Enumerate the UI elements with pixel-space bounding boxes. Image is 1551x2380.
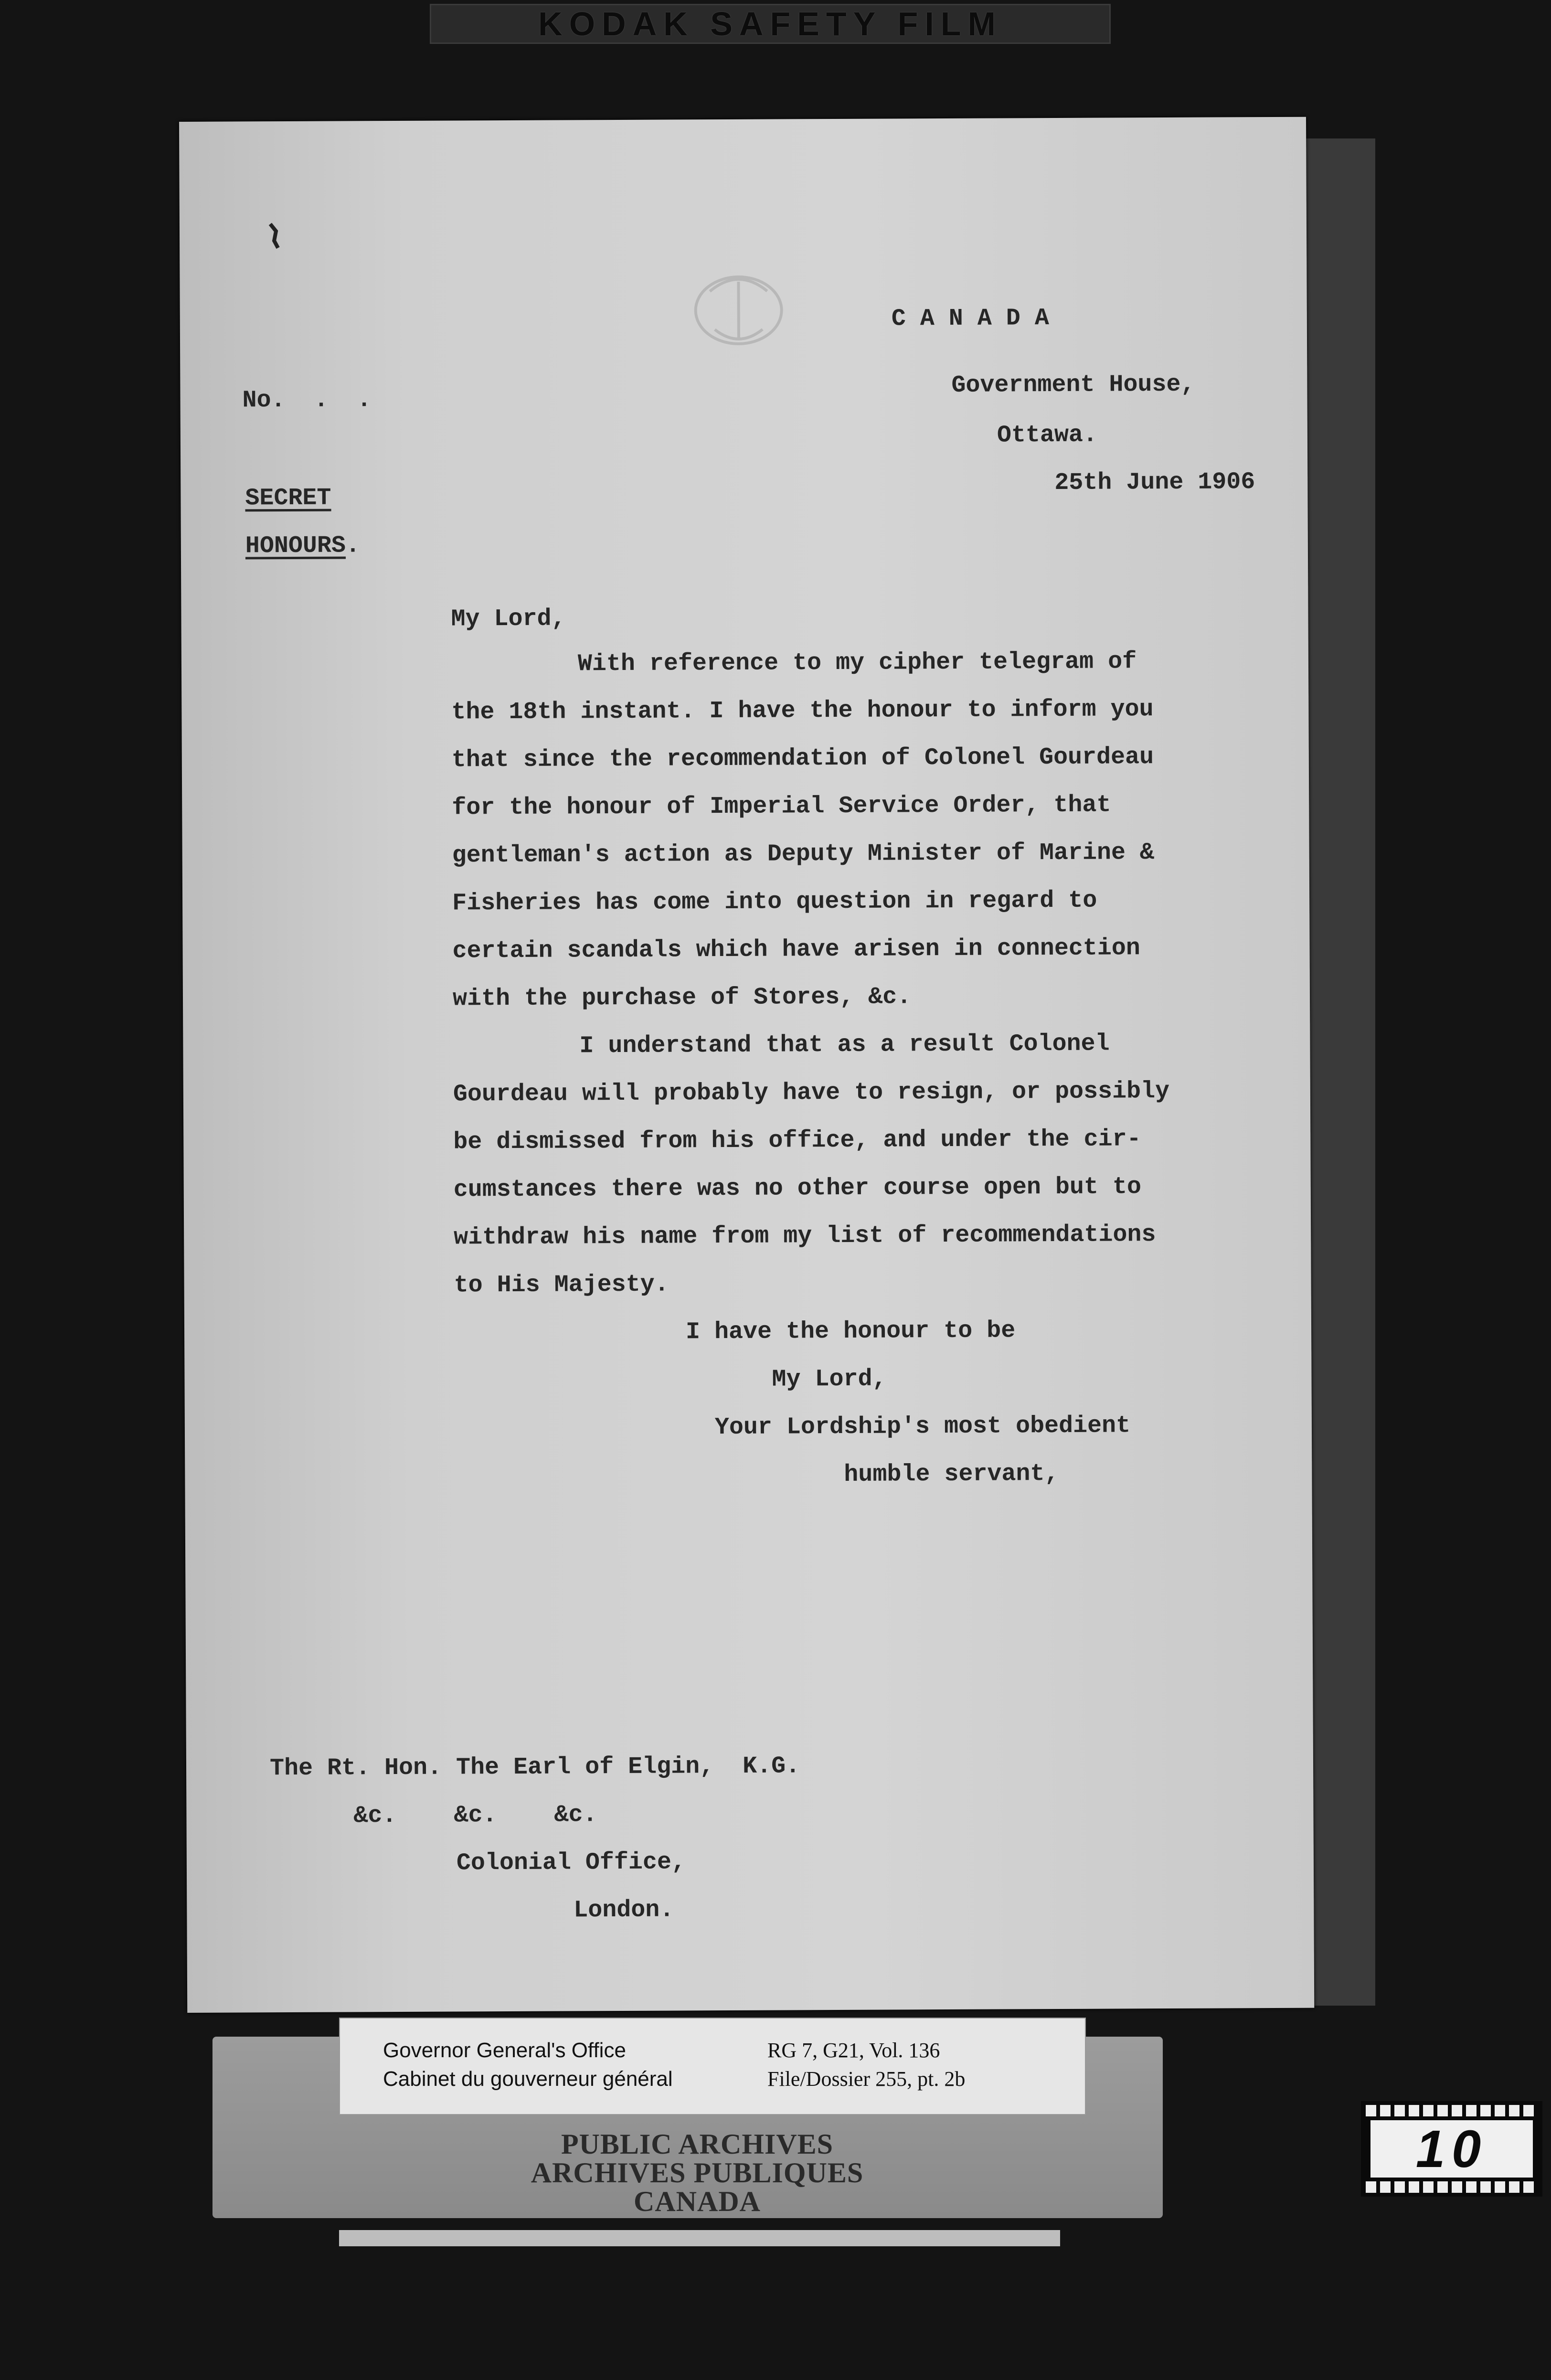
body-line: certain scandals which have arisen in connection <box>452 935 1140 965</box>
body-line: cumstances there was no other course open but to <box>453 1173 1142 1204</box>
body-line: that since the recommendation of Colonel Gourdeau <box>451 744 1154 774</box>
classification-honours-word: HONOURS <box>245 532 346 560</box>
frame-number: 10 <box>1370 2120 1533 2178</box>
addressee-etc: &c. &c. &c. <box>353 1801 597 1830</box>
body-line: be dismissed from his office, and under the cir- <box>453 1126 1141 1156</box>
closing-line: My Lord, <box>772 1365 887 1393</box>
stamp-line-1: PUBLIC ARCHIVES <box>561 2128 834 2160</box>
addressee-office: Colonial Office, <box>456 1849 686 1877</box>
classification-honours-suffix: . <box>345 532 361 560</box>
address-line-1: Government House, <box>951 371 1195 399</box>
closing-line: I have the honour to be <box>685 1317 1016 1346</box>
body-line: to His Majesty. <box>454 1271 669 1299</box>
film-edge-marking <box>430 4 1111 44</box>
letterhead-country: C A N A D A <box>891 305 1049 333</box>
body-line: With reference to my cipher telegram of <box>577 648 1137 678</box>
archive-stamp <box>334 2115 1060 2230</box>
archive-label <box>339 2018 1086 2115</box>
film-edge-text: KODAK SAFETY FILM <box>538 5 1002 42</box>
letter-page <box>179 117 1314 2013</box>
file-ref: File/Dossier 255, pt. 2b <box>767 2067 966 2091</box>
addressee-name: The Rt. Hon. The Earl of Elgin, K.G. <box>269 1753 800 1783</box>
closing-line: Your Lordship's most obedient <box>714 1412 1131 1442</box>
reference-number: No. . . <box>242 386 372 414</box>
stamp-line-3: CANADA <box>634 2186 761 2217</box>
frame-perforation-top <box>1366 2105 1538 2116</box>
ink-mark-icon <box>266 222 280 250</box>
body-line: with the purchase of Stores, &c. <box>452 983 912 1013</box>
body-line: I understand that as a result Colonel <box>579 1030 1110 1060</box>
classification-honours <box>245 534 360 558</box>
body-line: withdraw his name from my list of recommendations <box>454 1221 1156 1252</box>
letter-date: 25th June 1906 <box>1054 468 1255 497</box>
embossed-crest-icon <box>676 262 801 358</box>
frame-perforation-bottom <box>1366 2181 1538 2193</box>
body-line: gentleman's action as Deputy Minister of Marine & <box>452 839 1155 870</box>
office-english: Governor General's Office <box>383 2039 626 2062</box>
body-line: for the honour of Imperial Service Order, that <box>452 791 1111 822</box>
addressee-city: London. <box>574 1896 674 1924</box>
address-line-2: Ottawa. <box>997 421 1098 449</box>
frame-counter <box>1361 2101 1542 2197</box>
closing-line: humble servant, <box>844 1460 1059 1488</box>
salutation: My Lord, <box>451 605 566 633</box>
body-line: Gourdeau will probably have to resign, or possibly <box>453 1077 1170 1108</box>
body-line: Fisheries has come into question in regard to <box>452 887 1097 917</box>
classification-secret: SECRET <box>245 484 331 512</box>
office-french: Cabinet du gouverneur général <box>383 2067 673 2091</box>
mount-strip <box>339 2230 1060 2246</box>
stamp-line-2: ARCHIVES PUBLIQUES <box>531 2157 864 2189</box>
body-line: the 18th instant. I have the honour to inform you <box>451 696 1154 726</box>
record-group-ref: RG 7, G21, Vol. 136 <box>767 2039 940 2062</box>
